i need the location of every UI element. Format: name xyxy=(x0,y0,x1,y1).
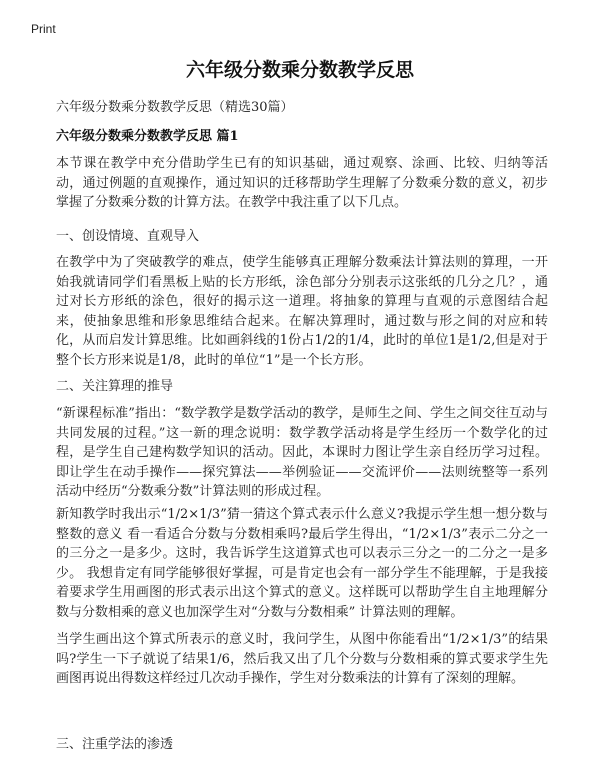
section-heading-3: 三、注重学法的渗透 xyxy=(56,737,174,752)
article-heading: 六年级分数乘分数教学反思 篇1 xyxy=(56,129,239,144)
print-link[interactable]: Print xyxy=(31,22,56,36)
section-2-paragraph-3: 当学生画出这个算式所表示的意义时，我问学生，从图中你能看出“1/2×1/3”的结果吗?学生一下子就说了结果1/6，然后我又出了几个分数与分数相乘的算式要求学生先画图再说出得数这样经过几次动手操作，学生对分数乘法的计算有了深刻的理解。 xyxy=(56,632,548,686)
section-heading-1: 一、创设情境、直观导入 xyxy=(56,229,200,244)
section-2-paragraph-2: 新知教学时我出示“1/2×1/3”猜一猜这个算式表示什么意义?我提示学生想一想分数与整数的意义 看一看适合分数与分数相乘吗?最后学生得出，“1/2×1/3”表示二分之一的三分之一是多少。这时，我告诉学生这道算式也可以表示三分之一的二分之一是多少。 我想肯定有同学能够很好掌握，可是肯定也会有一部分学生不能理解，于是我接着要求学生用画图的形式表示出这个算式的意义。这样既可以帮助学生自主地理解分数与分数相乘的意义也加深学生对“分数与分数相乘” 计算法则的理解。 xyxy=(56,507,548,620)
section-heading-2: 二、关注算理的推导 xyxy=(56,379,174,394)
intro-paragraph: 本节课在教学中充分借助学生已有的知识基础，通过观察、涂画、比较、归纳等活动，通过例题的直观操作，通过知识的迁移帮助学生理解了分数乘分数的意义，初步掌握了分数乘分数的计算方法。在教学中我注重了以下几点。 xyxy=(56,156,548,210)
section-2-paragraph-1: “新课程标准”指出：“数学教学是数学活动的教学，是师生之间、学生之间交往互动与共同发展的过程。”这一新的理念说明：数学教学活动将是学生经历一个数学化的过程，是学生自己建构数学知识的活动。因此，本课时力图让学生亲自经历学习过程。即让学生在动手操作——探究算法——举例验证——交流评价——法则统整等一系列活动中经历“分数乘分数”计算法则的形成过程。 xyxy=(56,406,548,499)
section-1-paragraph: 在教学中为了突破教学的难点，使学生能够真正理解分数乘法计算法则的算理，一开始我就请同学们看黑板上贴的长方形纸，涂色部分分别表示这张纸的几分之几？，通过对长方形纸的涂色，很好的揭示这一道理。将抽象的算理与直观的示意图结合起来，使抽象思维和形象思维结合起来。在解决算理时，通过数与形之间的对应和转化，从而启发计算思维。比如画斜线的1份占1/2的1/4，此时的单位1是1/2,但是对于整个长方形来说是1/8，此时的单位“1”是一个长方形。 xyxy=(56,255,548,368)
document-subtitle: 六年级分数乘分数教学反思（精选30篇） xyxy=(56,100,294,115)
page-title: 六年级分数乘分数教学反思 xyxy=(185,59,414,81)
